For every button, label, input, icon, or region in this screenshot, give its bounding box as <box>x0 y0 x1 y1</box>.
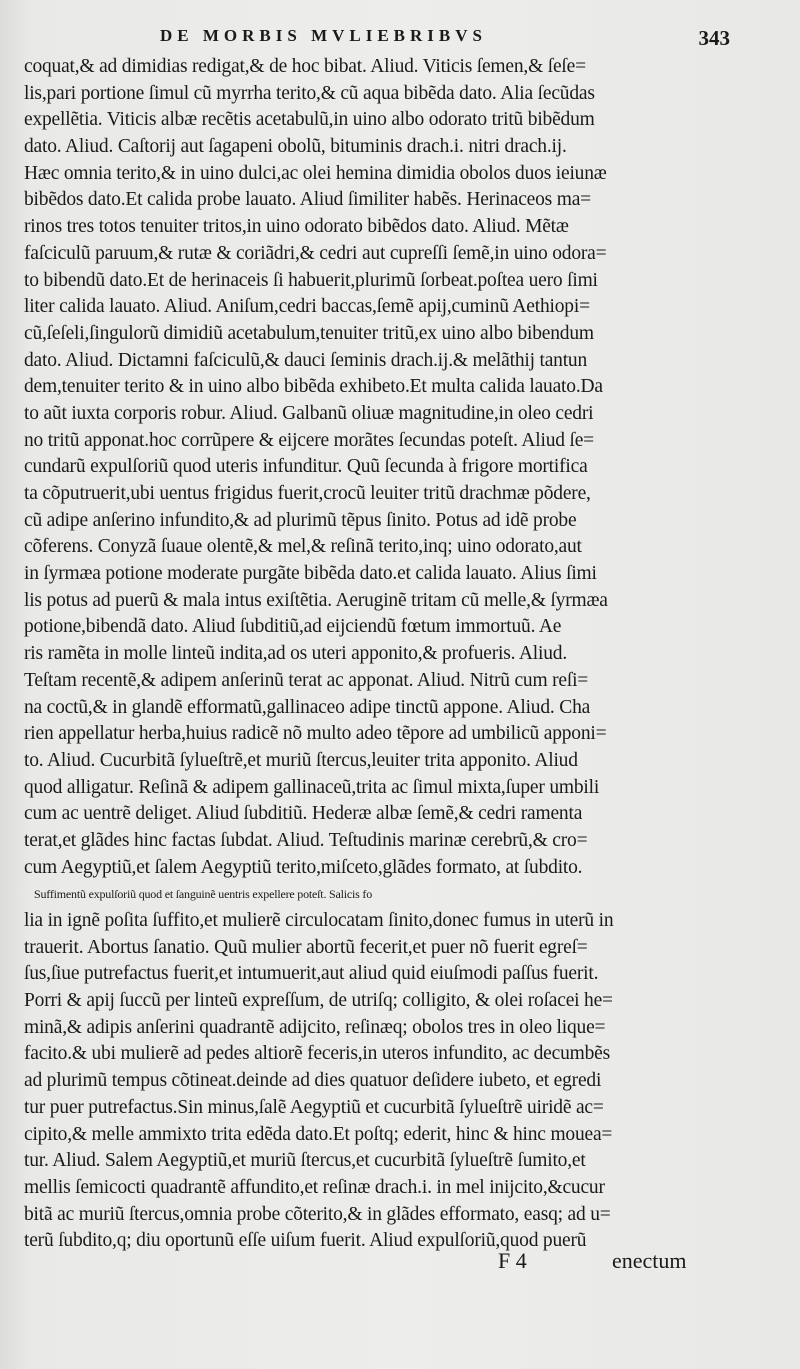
text-line: potione,bibendã dato. Aliud ſubditiũ,ad eijciendũ fœtum immortuũ. Ae <box>24 616 562 638</box>
body-text <box>24 54 784 1255</box>
page-footer <box>0 1248 800 1278</box>
text-line: cipito,& melle ammixto trita edẽda dato.Et poſtq; ederit, hinc & hinc mouea= <box>24 1123 613 1145</box>
running-title: DE MORBIS MVLIEBRIBVS <box>160 26 487 45</box>
text-line: cõferens. Conyzã ſuaue olentẽ,& mel,& reſinã terito,inq; uino odorato,aut <box>24 536 582 558</box>
text-line: dato. Aliud. Caſtorij aut ſagapeni obolũ, bituminis drach.i. nitri drach.ij. <box>24 136 567 158</box>
text-line: expellẽtia. Viticis albæ recẽtis acetabulũ,in uino albo odorato tritũ bibẽdum <box>24 109 595 131</box>
text-line: cum ac uentrẽ deliget. Aliud ſubditiũ. Hederæ albæ ſemẽ,& cedri ramenta <box>24 803 583 825</box>
text-line: cundarũ expulſoriũ quod uteris infunditur. Quũ ſecunda à frigore mortifica <box>24 456 588 478</box>
text-line: to. Aliud. Cucurbitã ſylueſtrẽ,et muriũ ſtercus,leuiter trita apponito. Aliud <box>24 749 578 771</box>
text-line: tur. Aliud. Salem Aegyptiũ,et muriũ ſtercus,et cucurbitã ſylueſtrẽ ſumito,et <box>24 1150 586 1172</box>
text-line: liter calida lauato. Aliud. Aniſum,cedri baccas,ſemẽ apij,cuminũ Aethiopi= <box>24 296 590 318</box>
page-header <box>160 26 730 52</box>
catchword: enectum <box>612 1248 687 1273</box>
text-line: tur puer putrefactus.Sin minus,ſalẽ Aegyptiũ et cucurbitã ſylueſtrẽ uiridẽ ac= <box>24 1096 604 1118</box>
text-line: cũ adipe anſerino infundito,& ad plurimũ tẽpus ſinito. Potus ad idẽ probe <box>24 509 577 531</box>
text-line: bibẽdos dato.Et calida probe lauato. Aliud ſimiliter habẽs. Herinaceos ma= <box>24 189 591 211</box>
text-line: mellis ſemicocti quadrantẽ affundito,et reſinæ drach.i. in mel inijcito,&cucur <box>24 1176 605 1198</box>
text-line: to bibendũ dato.Et de herinaceis ſi habuerit,plurimũ ſorbeat.poſtea uero ſimi <box>24 269 598 291</box>
text-line: ſus,ſiue putrefactus fuerit,et intumuerit,aut aliud quid eiuſmodi paſſus fuerit. <box>24 963 599 985</box>
text-line: bitã ac muriũ ſtercus,omnia probe cõterito,& in glãdes efformato, easq; ad u= <box>24 1203 611 1225</box>
text-line: terat,et glãdes hinc factas ſubdat. Aliud. Teſtudinis marinæ cerebrũ,& cro= <box>24 829 588 851</box>
text-line: rinos tres totos tenuiter tritos,in uino odorato bibẽdos dato. Aliud. Mẽtæ <box>24 216 569 238</box>
text-line: ris ramẽta in molle linteũ indita,ad os uteri apponito,& profueris. Aliud. <box>24 643 568 665</box>
text-line: cum Aegyptiũ,et ſalem Aegyptiũ terito,miſceto,glãdes formato, at ſubdito. <box>24 856 583 878</box>
text-line: ta cõputruerit,ubi uentus frigidus fuerit,crocũ leuiter tritũ drachmæ põdere, <box>24 483 591 504</box>
text-line: rien appellatur herba,huius radicẽ nõ multo adeo tẽpore ad umbilicũ apponi= <box>24 723 607 745</box>
text-line: minã,& adipis anſerini quadrantẽ adijcito, reſinæq; obolos tres in oleo lique= <box>24 1016 606 1038</box>
text-line: ad plurimũ tempus cõtineat.deinde ad dies quatuor deſidere iubeto, et egredi <box>24 1070 602 1092</box>
text-line: to aũt iuxta corporis robur. Aliud. Galbanũ oliuæ magnitudine,in oleo cedri <box>24 402 594 424</box>
text-line: dem,tenuiter terito & in uino albo bibẽda exhibeto.Et multa calida lauato.Da <box>24 376 603 398</box>
text-line: cũ,ſeſeli,ſingulorũ dimidiũ acetabulum,tenuiter tritũ,ex uino albo bibendum <box>24 322 594 344</box>
text-line: terũ ſubdito,q; diu oportunũ eſſe uiſum fuerit. Aliud expulſoriũ,quod puerũ <box>24 1230 587 1252</box>
text-line: lis potus ad puerũ & mala intus exiſtẽtia. Aeruginẽ tritam cũ melle,& ſyrmæa <box>24 589 608 611</box>
text-line: in ſyrmæa potione moderate purgãte bibẽda dato.et calida lauato. Alius ſimi <box>24 563 597 585</box>
text-line: lis,pari portione ſimul cũ myrrha terito,& cũ aqua bibẽda dato. Alia ſecũdas <box>24 82 595 104</box>
page-number: 343 <box>698 26 730 50</box>
text-line: coquat,& ad dimidias redigat,& de hoc bibat. Aliud. Viticis ſemen,& ſeſe= <box>24 56 586 77</box>
text-line: facito.& ubi mulierẽ ad pedes altiorẽ feceris,in uteros infundito, ac decumbẽs <box>24 1043 610 1065</box>
text-line: trauerit. Abortus ſanatio. Quũ mulier abortũ fecerit,et puer nõ fuerit egreſ= <box>24 936 588 958</box>
text-line: no tritũ apponat.hoc corrũpere & eijcere morãtes ſecundas poteſt. Aliud ſe= <box>24 429 594 451</box>
text-line: faſciculũ paruum,& rutæ & coriãdri,& cedri aut cupreſſi ſemẽ,in uino odora= <box>24 242 607 264</box>
text-line: Hæc omnia terito,& in uino dulci,ac olei hemina dimidia obolos duos ieiunæ <box>24 162 607 184</box>
text-line: dato. Aliud. Dictamni faſciculũ,& dauci ſeminis drach.ij.& melãthij tantun <box>24 349 588 371</box>
text-line: Porri & apij ſuccũ per linteũ expreſſum, de utriſq; colligito, & olei roſacei he= <box>24 990 613 1012</box>
signature-mark: F 4 <box>498 1248 527 1273</box>
text-line: Suffimentũ expulſoriũ quod et ſanguinẽ uentris expellere poteſt. Salicis fo <box>34 887 373 902</box>
text-line: quod alligatur. Reſinã & adipem gallinaceũ,trita ac ſimul mixta,ſuper umbili <box>24 776 600 798</box>
text-line: lia in ignẽ poſita ſuffito,et mulierẽ circulocatam ſinito,donec fumus in uterũ in <box>24 910 614 931</box>
text-line: Teſtam recentẽ,& adipem anſerinũ terat ac apponat. Aliud. Nitrũ cum reſi= <box>24 669 589 691</box>
text-line: na coctũ,& in glandẽ efformatũ,gallinaceo adipe tinctũ appone. Aliud. Cha <box>24 696 591 718</box>
